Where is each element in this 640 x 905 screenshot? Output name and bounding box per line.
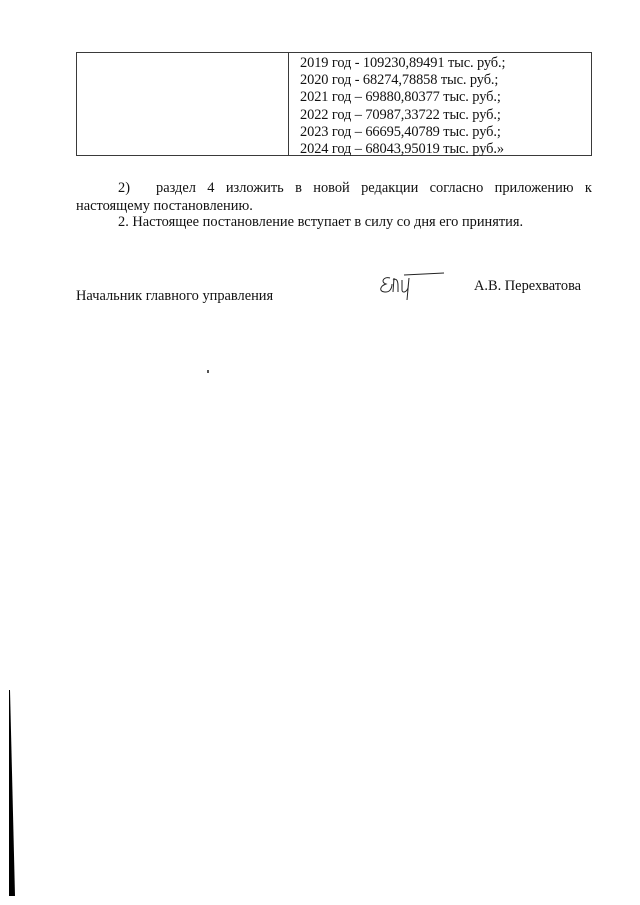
table-cell-label xyxy=(77,53,289,155)
funding-line-2024: 2024 год – 68043,95019 тыс. руб.» xyxy=(300,141,504,158)
funding-line-2021: 2021 год – 69880,80377 тыс. руб.; xyxy=(300,89,501,106)
word: редакции xyxy=(361,180,419,196)
word: в xyxy=(295,180,302,196)
handwritten-signature-icon xyxy=(376,266,446,312)
scan-speck xyxy=(207,370,209,373)
item-2-continuation: настоящему постановлению. xyxy=(76,198,253,214)
clause-2-paragraph: 2. Настоящее постановление вступает в силу со дня его принятия. xyxy=(118,214,524,230)
funding-table xyxy=(76,52,592,156)
funding-line-2022: 2022 год – 70987,33722 тыс. руб.; xyxy=(300,106,501,123)
word: новой xyxy=(313,180,350,196)
funding-line-2019: 2019 год - 109230,89491 тыс. руб.; xyxy=(300,55,506,71)
word: согласно xyxy=(429,180,484,196)
word: раздел xyxy=(156,180,196,196)
word: приложению xyxy=(494,180,574,196)
item-2-number: 2) xyxy=(118,180,130,196)
signatory-name: А.В. Перехватова xyxy=(474,278,582,294)
item-2-text xyxy=(156,180,592,197)
table-cell-funding xyxy=(289,53,591,158)
item-2-paragraph xyxy=(76,180,592,197)
funding-line-2023: 2023 год – 66695,40789 тыс. руб.; xyxy=(300,123,501,140)
word: к xyxy=(584,180,592,196)
signatory-title: Начальник главного управления xyxy=(76,288,274,304)
funding-line-2020: 2020 год - 68274,78858 тыс. руб.; xyxy=(300,72,499,89)
word: изложить xyxy=(225,180,284,196)
word: 4 xyxy=(207,180,215,196)
scan-edge-artifact xyxy=(9,690,15,896)
